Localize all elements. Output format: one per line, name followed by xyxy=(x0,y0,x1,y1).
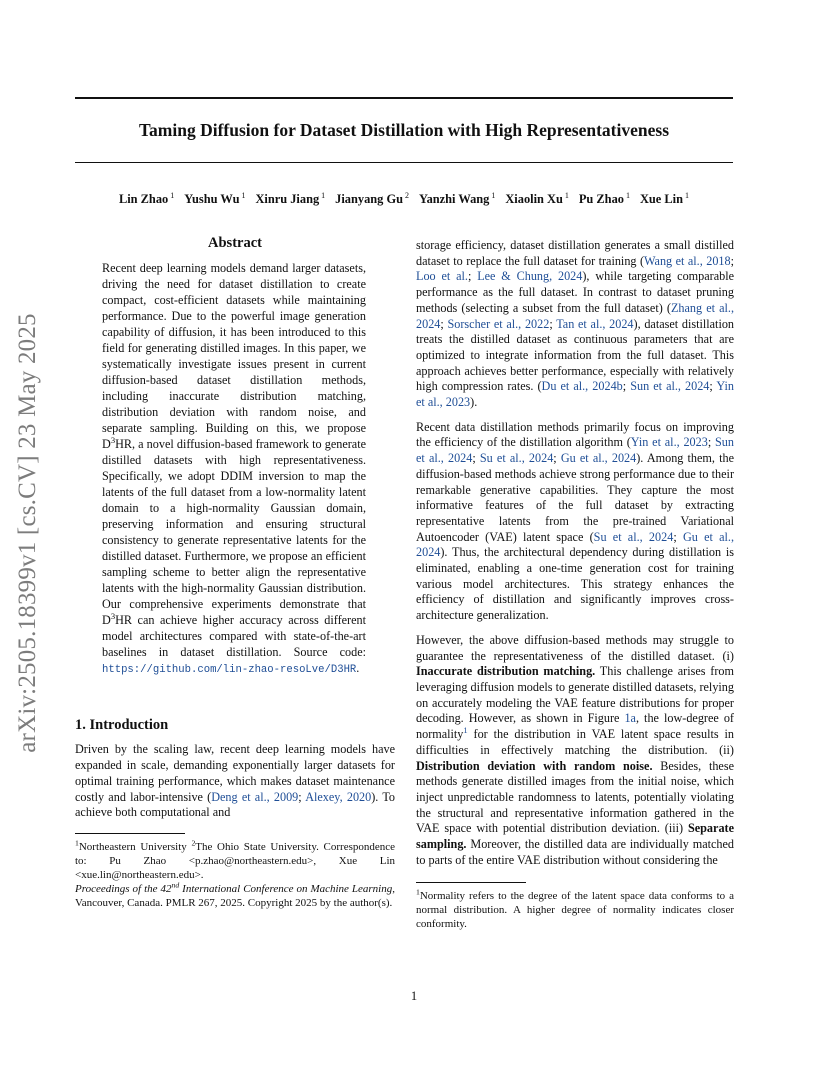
author-affiliation: 1 xyxy=(491,190,496,200)
text: However, the above diffusion-based methods may struggle to guarantee the representativeness of the distilled dataset. (i) xyxy=(416,632,734,663)
citation-link[interactable]: Gu et al., 2024 xyxy=(560,451,637,466)
text: ), dataset distillation treats the distilled dataset as continuous parameters that are optimized to integrate information from the full dataset. This approach achieves better performance, especially with relatively high compression rates. ( xyxy=(416,316,735,394)
intro-text-end: ). To achieve both computational and xyxy=(75,789,396,820)
author xyxy=(184,192,245,206)
text: Moreover, the distilled data are individually matched to parts of the entire VAE distribution without considering the xyxy=(416,837,734,867)
author-name: Xinru Jiang xyxy=(255,192,320,206)
text: Recent data distillation methods primarily focus on improving the efficiency of the distillation algorithm ( xyxy=(416,419,734,450)
cite-sep: ; xyxy=(472,451,480,466)
cite-sep: ; xyxy=(730,253,734,268)
citation-link[interactable]: Yin et al., 2023 xyxy=(630,435,708,450)
fn-sup: 2 xyxy=(191,838,196,848)
author-name: Pu Zhao xyxy=(578,192,624,206)
author xyxy=(579,192,630,206)
proc-prefix: Proceedings of the xyxy=(75,882,161,895)
text: Besides, these methods generate distilled images from the initial noise, which inject unpredictable randomness to latents, potentially violating the structural and representative information gathered in the VAE space with potential distribution deviation. (iii) xyxy=(416,758,734,836)
footnote-area-right xyxy=(416,882,734,931)
proc-rest: , Vancouver, Canada. PMLR 267, 2025. Copyright 2025 by the author(s). xyxy=(75,882,395,909)
abstract-sup-2: 3 xyxy=(110,610,116,621)
citation-link[interactable]: Wang et al., 2018 xyxy=(644,253,731,268)
proc-conference: International Conference on Machine Learning xyxy=(179,882,393,895)
abstract-part-3: HR can achieve higher accuracy across different model architectures compared with state-of-the-art baselines in dataset distillation. Source code: xyxy=(102,612,366,659)
author xyxy=(335,192,409,206)
abstract-text xyxy=(102,260,366,678)
author-affiliation: 2 xyxy=(405,190,409,200)
figure-link[interactable]: 1a xyxy=(624,711,636,726)
citation-link[interactable]: Deng et al., 2009 xyxy=(211,789,299,804)
normality-footnote xyxy=(416,889,734,931)
cite-sep: ; xyxy=(673,529,683,544)
paper-title: Taming Diffusion for Dataset Distillation with High Representativeness xyxy=(138,120,670,140)
left-column xyxy=(75,236,395,910)
fn-aff-2: The Ohio State University. Correspondence to: Pu Zhao <p.zhao@northeastern.edu>, Xue Lin <xue.lin@northeastern.edu>. xyxy=(75,840,396,881)
author xyxy=(640,192,689,206)
proceedings-note xyxy=(75,882,395,910)
fn-sup: 1 xyxy=(416,887,420,897)
fn-sup: 1 xyxy=(75,838,79,848)
text: ). Among them, the diffusion-based methods achieve strong performance due to their remarkable generative capabilities. They capture the most informative features of the full dataset by extracting representative latents from the pre-trained Variational Autoencoder (VAE) latent space ( xyxy=(416,451,734,544)
abstract xyxy=(102,260,366,678)
citation-link[interactable]: Tan et al., 2024 xyxy=(556,316,634,331)
text: ). Thus, the architectural dependency during distillation is eliminated, enabling a one-time generation cost for training various model architectures. This strategy enhances the efficiency of distillation and significantly improves cross-architecture generalization. xyxy=(416,545,734,623)
cite-sep: ; xyxy=(549,316,557,331)
citation-link[interactable]: Gu et al., 2024 xyxy=(416,529,734,560)
citation-link[interactable]: Zhang et al., 2024 xyxy=(416,300,734,331)
author-name: Lin Zhao xyxy=(118,192,169,206)
author-name: Yanzhi Wang xyxy=(419,192,490,206)
affiliation-footnote xyxy=(75,840,395,882)
author-affiliation: 1 xyxy=(685,190,690,200)
bold-term: Distribution deviation with random noise. xyxy=(416,758,653,773)
fn-aff-1: Northeastern University xyxy=(78,840,192,853)
paragraph-1 xyxy=(416,238,734,411)
citation-link[interactable]: Yin et al., 2023 xyxy=(416,379,735,410)
citation-link[interactable]: Su et al., 2024 xyxy=(479,451,554,466)
citation-link[interactable]: Loo et al. xyxy=(416,269,468,284)
author-affiliation: 1 xyxy=(625,190,630,200)
author xyxy=(119,192,174,206)
author-affiliation: 1 xyxy=(321,190,326,200)
right-column xyxy=(416,238,734,931)
cite-sep: ; xyxy=(467,269,478,284)
title-rule-top xyxy=(75,97,733,99)
source-code-link[interactable]: https://github.com/lin-zhao-resoLve/D3HR xyxy=(102,663,357,676)
text: storage efficiency, dataset distillation generates a small distilled dataset to replace the full dataset for training ( xyxy=(416,238,734,268)
author-affiliation: 1 xyxy=(564,190,569,200)
footnote-marker[interactable]: 1 xyxy=(463,725,468,736)
author-list xyxy=(75,192,733,207)
author xyxy=(255,192,325,206)
abstract-part-2: HR, a novel diffusion-based framework to generate distilled datasets with high representativeness. Specifically, we adopt DDIM inversion to map the latents of the full dataset from a low-normality latent domain to a high-normality Gaussian domain, preserving information and ensuring structural consistency to generate representative latents for the distilled dataset. Furthermore, we propose an efficient sampling scheme to better align the representative latents with the high-normality Gaussian distribution. Our comprehensive experiments demonstrate that D xyxy=(102,436,366,627)
citation-link[interactable]: Alexey, 2020 xyxy=(305,789,372,804)
text: for the distribution in VAE latent space results in difficulties in effectively matching the distribution. (ii) xyxy=(416,727,734,757)
abstract-sup-1: 3 xyxy=(110,434,116,445)
proc-num: 42 xyxy=(160,882,172,895)
text: This challenge arises from leveraging diffusion models to generate distilled datasets, relying on accurately modeling the VAE feature distributions for proper decoding. However, as shown in Figure xyxy=(416,664,734,726)
citation-link[interactable]: Du et al., 2024b xyxy=(541,379,623,394)
footnote-separator xyxy=(75,833,185,834)
footnote-area xyxy=(75,833,395,910)
citation-link[interactable]: Su et al., 2024 xyxy=(593,529,674,544)
citation-link[interactable]: Sorscher et al., 2022 xyxy=(447,316,550,331)
arxiv-identifier: arXiv:2505.18399v1 [cs.CV] 23 May 2025 xyxy=(14,313,41,753)
citation-link[interactable]: Sun et al., 2024 xyxy=(630,379,710,394)
paragraph-2 xyxy=(416,420,734,624)
author-affiliation: 1 xyxy=(241,190,246,200)
title-rule-bottom xyxy=(75,162,733,163)
author-name: Yushu Wu xyxy=(184,192,240,206)
author-name: Jianyang Gu xyxy=(335,192,403,206)
text: , the low-degree of normality xyxy=(416,711,734,742)
abstract-end: . xyxy=(356,660,360,675)
arxiv-sidebar xyxy=(0,295,56,770)
intro-text: Driven by the scaling law, recent deep learning models have expanded in scale, demanding exponentially larger datasets for optimal training performance, which makes dataset maintenance costly and labor-intensive ( xyxy=(75,742,395,804)
citation-link[interactable]: Sun et al., 2024 xyxy=(416,435,734,466)
section-heading-introduction: 1. Introduction xyxy=(75,716,169,733)
bold-term: Inaccurate distribution matching. xyxy=(416,664,596,679)
intro-paragraph xyxy=(75,742,395,821)
paragraph-3 xyxy=(416,633,734,869)
author xyxy=(505,192,569,206)
footnote-separator xyxy=(416,882,526,883)
text: ). xyxy=(470,395,478,410)
cite-sep: ; xyxy=(709,379,717,394)
author-name: Xue Lin xyxy=(639,192,684,206)
author-affiliation: 1 xyxy=(170,190,175,200)
cite-sep: ; xyxy=(553,451,561,466)
citation-link[interactable]: Lee & Chung, 2024 xyxy=(477,269,583,284)
fn-text: Normality refers to the degree of the latent space data conforms to a normal distribution. A higher degree of normality indicates closer conformity. xyxy=(416,890,734,931)
author-name: Xiaolin Xu xyxy=(505,192,563,206)
cite-sep: ; xyxy=(298,789,306,804)
author xyxy=(419,192,495,206)
cite-sep: ; xyxy=(440,316,448,331)
page-number: 1 xyxy=(410,989,418,1003)
abstract-part-1: Recent deep learning models demand larger datasets, driving the need for dataset distillation to create compact, cost-efficient datasets while maintaining performance. Due to the powerful image generation capability of diffusion, it has been introduced to this field for generating distilled images. In this paper, we systematically investigate issues present in current diffusion-based dataset distillation methods, including inaccurate distribution matching, distribution deviation with random noise, and separate sampling. Building on this, we propose D xyxy=(102,260,366,451)
bold-term: Separate sampling. xyxy=(416,821,734,852)
abstract-heading: Abstract xyxy=(208,235,262,251)
proc-sup: nd xyxy=(171,880,180,890)
cite-sep: ; xyxy=(707,435,716,450)
text: ), while targeting comparable performance as the full dataset. In contrast to dataset pruning methods (selecting a subset from the full dataset) ( xyxy=(416,269,735,315)
cite-sep: ; xyxy=(622,379,631,394)
